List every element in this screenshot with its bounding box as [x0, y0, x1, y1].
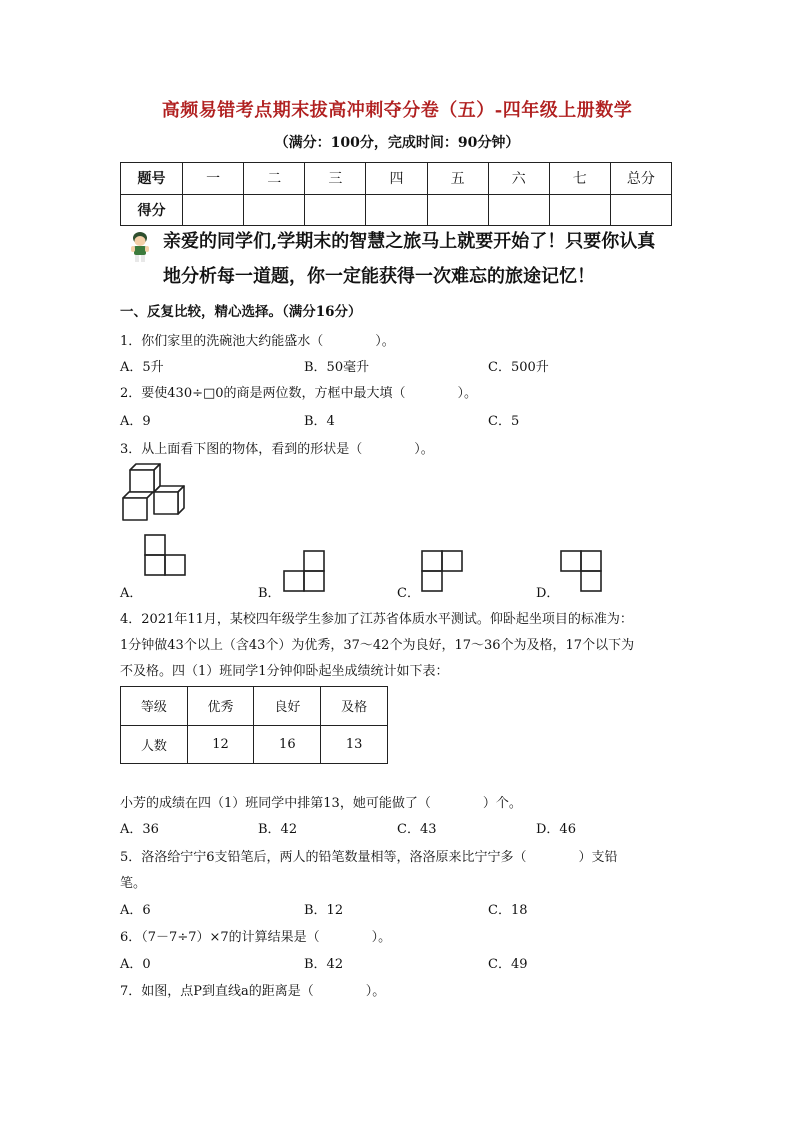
question-7: 7．如图，点P到直线a的距离是（ ）。	[120, 984, 386, 999]
score-table-header-row	[121, 163, 672, 195]
q3-option-a: A．	[120, 586, 143, 601]
q2-option-a: A．9	[120, 414, 151, 429]
q3-option-c: C．	[397, 586, 420, 601]
score-header-cell: 七	[549, 163, 610, 195]
q4-option-a: A．36	[120, 822, 159, 837]
score-cell	[183, 194, 244, 226]
q3-option-d: D．	[536, 586, 560, 601]
q3-option-d-view	[560, 550, 602, 592]
situp-stats-table	[120, 686, 388, 764]
stats-row-count	[121, 725, 388, 764]
exam-title: 高频易错考点期末拔高冲刺夺分卷（五）-四年级上册数学	[161, 100, 633, 121]
q1-option-c: C．500升	[488, 360, 549, 375]
question-4-line-1: 4．2021年11月，某校四年级学生参加了江苏省体质水平测试。仰卧起坐项目的标准为：	[120, 612, 633, 627]
stats-cell: 12	[187, 725, 254, 764]
score-cell	[366, 194, 427, 226]
q2-option-c: C．5	[488, 414, 520, 429]
exam-subtitle: （满分：100分，完成时间：90分钟）	[274, 135, 520, 151]
q6-option-b: B．42	[304, 957, 344, 972]
question-2: 2．要使430÷□0的商是两位数，方框中最大填（ ）。	[120, 386, 478, 401]
score-cell	[610, 194, 671, 226]
greeting-line-1: 亲爱的同学们,学期末的智慧之旅马上就要开始了！只要你认真	[163, 231, 656, 252]
q3-option-a-view	[144, 534, 186, 576]
q1-option-a: A．5升	[120, 360, 164, 375]
score-cell	[244, 194, 305, 226]
q3-option-b-view	[283, 550, 345, 592]
q4-option-c: C．43	[397, 822, 437, 837]
q2-option-b: B．4	[304, 414, 335, 429]
q3-option-c-view	[421, 550, 463, 592]
stats-cell: 及格	[321, 687, 388, 726]
q5-option-b: B．12	[304, 903, 344, 918]
q1-option-b: B．50毫升	[304, 360, 370, 375]
q3-option-b: B．	[258, 586, 281, 601]
score-header-cell: 二	[244, 163, 305, 195]
cube-stack-figure	[118, 464, 188, 524]
question-5-line-1: 5．洛洛给宁宁6支铅笔后，两人的铅笔数量相等，洛洛原来比宁宁多（ ）支铅	[120, 850, 618, 865]
section-1-title: 一、反复比较，精心选择。（满分16分）	[120, 304, 362, 320]
stats-cell: 13	[321, 725, 388, 764]
question-4-line-3: 不及格。四（1）班同学1分钟仰卧起坐成绩统计如下表：	[120, 664, 449, 679]
q4-option-d: D．46	[536, 822, 576, 837]
question-4-line-2: 1分钟做43个以上（含43个）为优秀，37～42个为良好，17～36个为及格，17个以下为	[120, 638, 635, 653]
score-header-cell: 一	[183, 163, 244, 195]
question-3: 3．从上面看下图的物体，看到的形状是（ ）。	[120, 442, 434, 457]
stats-cell: 等级	[121, 687, 188, 726]
stats-cell: 人数	[121, 725, 188, 764]
score-cell	[488, 194, 549, 226]
stats-cell: 16	[254, 725, 321, 764]
score-table-score-row	[121, 194, 672, 226]
score-row-label: 得分	[121, 194, 183, 226]
score-header-cell: 六	[488, 163, 549, 195]
stats-cell: 优秀	[187, 687, 254, 726]
score-header-cell: 四	[366, 163, 427, 195]
stats-row-grade	[121, 687, 388, 726]
question-1: 1．你们家里的洗碗池大约能盛水（ ）。	[120, 334, 395, 349]
q6-option-c: C．49	[488, 957, 528, 972]
q6-option-a: A．0	[120, 957, 151, 972]
score-header-cell: 总分	[610, 163, 671, 195]
question-5-line-2: 笔。	[120, 876, 147, 891]
greeting-line-2: 地分析每一道题，你一定能获得一次难忘的旅途记忆！	[163, 266, 595, 287]
score-cell	[427, 194, 488, 226]
q4-option-b: B．42	[258, 822, 298, 837]
q5-option-c: C．18	[488, 903, 528, 918]
score-table	[120, 162, 672, 226]
q5-option-a: A．6	[120, 903, 151, 918]
stats-cell: 良好	[254, 687, 321, 726]
score-header-cell: 三	[305, 163, 366, 195]
score-cell	[549, 194, 610, 226]
question-4-after: 小芳的成绩在四（1）班同学中排第13，她可能做了（ ）个。	[120, 796, 522, 811]
question-6: 6．（7－7÷7）×7的计算结果是（ ）。	[120, 930, 392, 945]
score-header-cell: 题号	[121, 163, 183, 195]
score-header-cell: 五	[427, 163, 488, 195]
student-mascot-icon	[127, 230, 153, 264]
score-cell	[305, 194, 366, 226]
